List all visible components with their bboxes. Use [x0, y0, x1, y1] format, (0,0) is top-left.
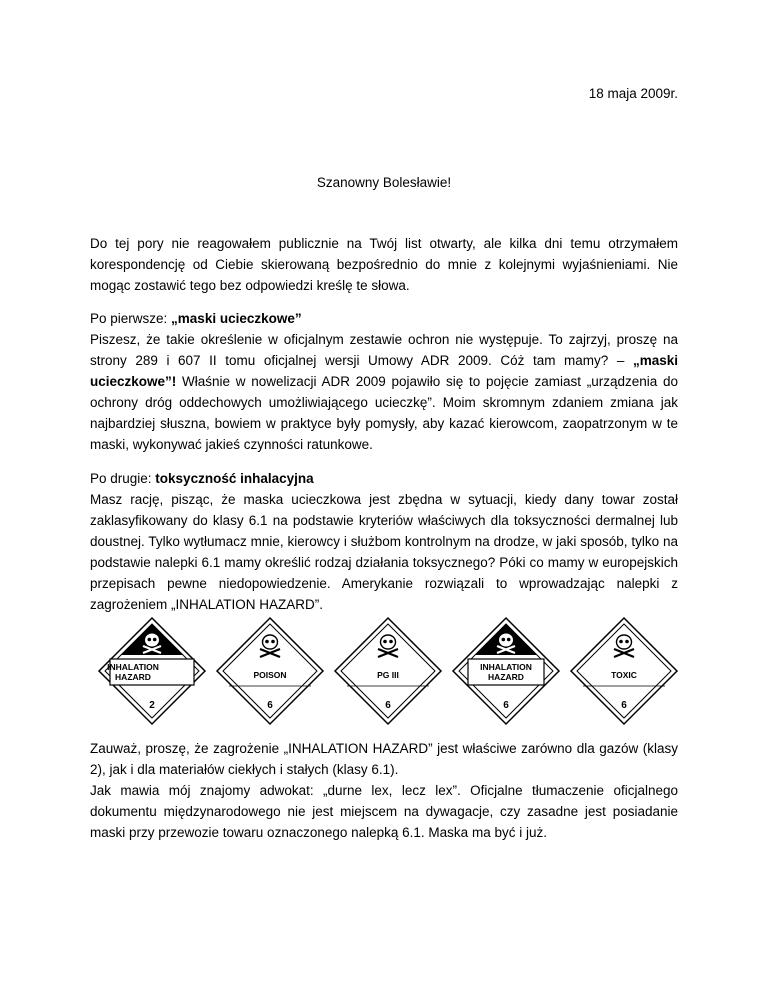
section-masks-heading [90, 308, 678, 329]
section-toxicity-text: Masz rację, pisząc, że maska ucieczkowa jest zbędna w sytuacji, kiedy dany towar został zaklasyfikowany do klasy 6.1 na podstawie kryteriów właściwych dla toksyczności dermalnej lub doustnej. Tylko wytłumacz mnie, kierowcy i służbom kontrolnym na drodze, w jaki sposób, tylko na podstawie nalepki 6.1 mamy określić rodzaj działania toksycznego? Póki co mamy w europejskich przepisach pewne niedopowiedzenie. Amerykanie rozwiązali to wprowadzając nalepki z zagrożeniem „INHALATION HAZARD”. [90, 492, 678, 612]
closing-paragraph-1: Zauważ, proszę, że zagrożenie „INHALATION HAZARD” jest właściwe zarówno dla gazów (klasy 2), jak i dla materiałów ciekłych i stałych (klasy 6.1). [90, 741, 678, 777]
section-masks-text-a: Piszesz, że takie określenie w oficjalnym zestawie ochron nie występuje. To zajrzyj, proszę na strony 289 i 607 II tomu oficjalnej wersji Umowy ADR 2009. Cóż tam mamy? – [90, 332, 678, 368]
placard-toxic-class6 [569, 616, 679, 726]
section-masks-heading-term: „maski ucieczkowe” [171, 311, 302, 326]
placard-3-label: PG III [377, 670, 399, 680]
intro-paragraph: Do tej pory nie reagowałem publicznie na Twój list otwarty, ale kilka dni temu otrzymałem korespondencję od Ciebie skierowaną bezpośrednio do mnie z kolejnymi wyjaśnieniami. Nie mogąc zostawić tego bez odpowiedzi kreślę te słowa. [90, 236, 678, 293]
placard-1-line2: HAZARD [115, 672, 151, 682]
placard-4-line2: HAZARD [488, 672, 524, 682]
placard-inhalation-hazard-class2 [97, 616, 207, 726]
closing-paragraph-2: Jak mawia mój znajomy adwokat: „durne lex, lecz lex”. Oficjalne tłumaczenie oficjalnego dokumentu międzynarodowego nie jest miejscem na dywagacje, czy zasadne jest posiadanie maski przy przewozie towaru oznaczonego nalepką 6.1. Maska ma być i już. [90, 783, 678, 840]
section-masks-bold-term: „maski ucieczkowe”! [90, 353, 678, 389]
hazard-placards-row [97, 616, 682, 726]
letter-date: 18 maja 2009r. [588, 86, 678, 101]
placard-5-label: TOXIC [611, 670, 637, 680]
placard-2-label: POISON [253, 670, 287, 680]
letter-page [90, 0, 678, 994]
placard-1-class: 2 [149, 700, 155, 711]
letter-greeting: Szanowny Bolesławie! [316, 175, 452, 190]
section-masks-text-b: Właśnie w nowelizacji ADR 2009 pojawiło się to pojęcie zamiast „urządzenia do ochrony dróg oddechowych umożliwiającego ucieczkę”. Moim skromnym zdaniem zmiana jak najbardziej słuszna, bowiem w praktyce były pomysły, aby kazać kierowcom, zaopatrzonym w te maski, wykonywać jakieś czynności ratunkowe. [90, 374, 678, 452]
section-masks [90, 308, 678, 455]
placard-2-class: 6 [267, 700, 273, 711]
placard-5-class: 6 [621, 700, 627, 711]
placard-4-line1: INHALATION [480, 662, 532, 672]
closing-section [90, 738, 678, 843]
placard-inhalation-hazard-class6 [451, 616, 561, 726]
section-toxicity-heading-prefix: Po drugie: [90, 471, 156, 486]
placard-pg3-class6 [333, 616, 443, 726]
placard-3-class: 6 [385, 700, 391, 711]
placard-4-class: 6 [503, 700, 509, 711]
section-toxicity [90, 468, 678, 615]
placard-1-line1: INHALATION [107, 662, 159, 672]
section-toxicity-heading [90, 468, 678, 489]
section-toxicity-heading-term: toksyczność inhalacyjna [155, 471, 314, 486]
section-masks-heading-prefix: Po pierwsze: [90, 311, 172, 326]
placard-poison-class6 [215, 616, 325, 726]
